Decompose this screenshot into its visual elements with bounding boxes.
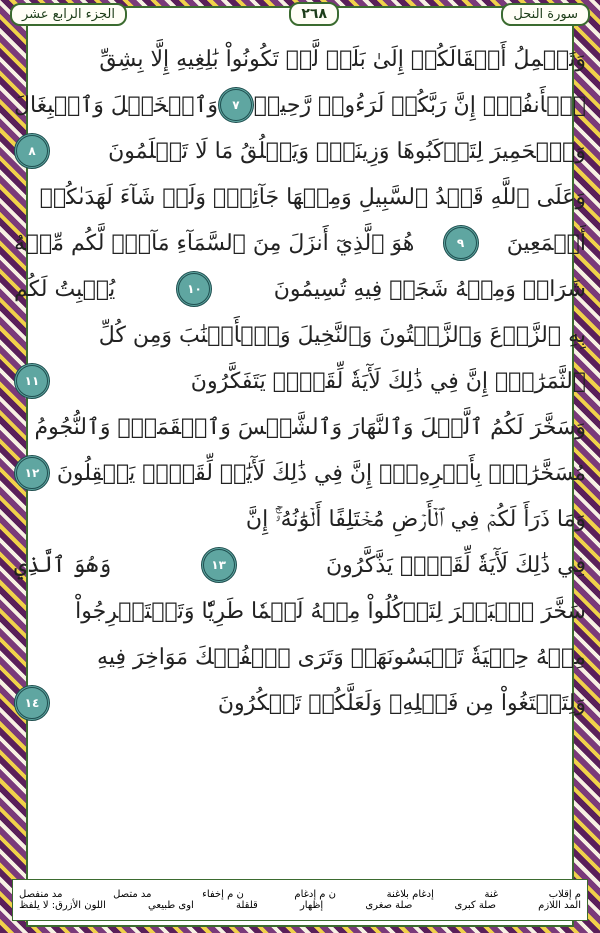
verse-line [14,404,586,450]
verse-line [14,220,586,266]
verse-line [14,680,586,726]
legend-item: إدغام بلاغنة [386,889,434,900]
verse-text: وَٱلۡحَمِيرَ لِتَرۡكَبُوهَا وَزِينَةٗۚ وَيَخۡلُقُ مَا لَا تَعۡلَمُونَ [108,138,586,164]
verse-line [14,358,586,404]
legend-item: مد متصل [113,889,152,900]
ayah-number-marker: ٨ [14,133,50,169]
verse-text: ٱلۡأَنفُسِۚ إِنَّ رَبَّكُمۡ لَرَءُوفٞ رَّحِيمٞ [253,92,586,118]
legend-item: المد اللازم [538,900,581,911]
legend-row [13,889,587,900]
page-header [0,0,600,28]
verse-line [14,312,586,358]
verse-line [14,588,586,634]
surah-label: سورة النحل [501,3,590,26]
page-number: ٢٦٨ [289,2,339,26]
juz-label: الجزء الرابع عشر [10,3,127,26]
ayah-number-marker: ١٢ [14,455,50,491]
verse-line [14,36,586,82]
legend-item: صلة صغرى [365,900,413,911]
verse-text: وَسَخَّرَ لَكُمُ ٱلَّيۡلَ وَٱلنَّهَارَ وَٱلشَّمۡسَ وَٱلۡقَمَرَۖ وَٱلنُّجُومُ [34,414,586,440]
legend-item: ن م إخفاء [202,889,244,900]
verse-text: فِي ذَٰلِكَ لَأٓيَةٗ لِّقَوۡمٖ يَذَّكَّرُونَ [325,552,586,578]
legend-row [13,900,587,911]
verse-text-continued: وَهُوَ ٱلَّذِي [14,552,112,578]
ayah-number-marker: ١٤ [14,685,50,721]
verse-line [14,128,586,174]
verse-text: مِنۡهُ حِلۡيَةٗ تَلۡبَسُونَهَاۖ وَتَرَى ٱلۡفُلۡكَ مَوَاخِرَ فِيهِ [97,644,586,670]
legend-item: اللون الأزرق: لا يلفظ [19,900,106,911]
ayah-number-marker: ٩ [443,225,479,261]
tajweed-legend [12,879,588,921]
legend-item: ن م إدغام [294,889,336,900]
verse-line [14,174,586,220]
legend-item: م إقلاب [548,889,581,900]
legend-item: مد منفصل [19,889,63,900]
ayah-number-marker: ١٠ [176,271,212,307]
ayah-number-marker: ١٣ [201,547,237,583]
verse-text: مُسَخَّرَٰتُۢ بِأَمۡرِهِۦٓۚ إِنَّ فِي ذَٰلِكَ لَأٓيَٰتٖ لِّقَوۡمٖ يَعۡقِلُونَ [56,460,586,486]
verse-line [14,496,586,542]
quran-text [14,36,586,864]
verse-text-continued: وَٱلۡخَيۡلَ وَٱلۡبِغَالَ [14,92,219,118]
legend-item: صلة كبرى [454,900,496,911]
verse-text: وَلِتَبۡتَغُواْ مِن فَضۡلِهِۦ وَلَعَلَّكُمۡ تَشۡكُرُونَ [217,690,586,716]
verse-text: ٱلثَّمَرَٰتِۚ إِنَّ فِي ذَٰلِكَ لَأٓيَةٗ لِّقَوۡمٖ يَتَفَكَّرُونَ [190,368,586,394]
verse-line [14,542,586,588]
verse-line [14,266,586,312]
verse-text-continued: هُوَ ٱلَّذِيٓ أَنزَلَ مِنَ ٱلسَّمَآءِ مَآءٗۖ لَّكُم مِّنۡهُ [14,230,415,256]
verse-text: وَتَحۡمِلُ أَثۡقَالَكُمۡ إِلَىٰ بَلَدٖ لَّمۡ تَكُونُواْ بَٰلِغِيهِ إِلَّا بِشِقِّ [99,46,586,72]
verse-text: أَجۡمَعِينَ [506,230,586,256]
verse-line [14,450,586,496]
legend-item: إظهار [299,900,324,911]
verse-line [14,82,586,128]
legend-item: اوى طبيعي [148,900,194,911]
verse-line [14,634,586,680]
ayah-number-marker: ١١ [14,363,50,399]
verse-text: سَخَّرَ ٱلۡبَحۡرَ لِتَأۡكُلُواْ مِنۡهُ لَحۡمٗا طَرِيّٗا وَتَسۡتَخۡرِجُواْ [75,598,586,624]
ayah-number-marker: ٧ [218,87,254,123]
verse-text: وَعَلَى ٱللَّهِ قَصۡدُ ٱلسَّبِيلِ وَمِنۡهَا جَآئِرٞۚ وَلَوۡ شَآءَ لَهَدَىٰكُمۡ [39,184,586,210]
legend-item: قلقلة [235,900,258,911]
verse-text: بِهِ ٱلزَّرۡعَ وَٱلزَّيۡتُونَ وَٱلنَّخِيلَ وَٱلۡأَعۡنَٰبَ وَمِن كُلِّ [98,322,586,348]
legend-item: غنة [484,889,499,900]
verse-text-continued: يُنۢبِتُ لَكُم [14,276,116,302]
verse-text: وَمَا ذَرَأَ لَكُمۡ فِي ٱلۡأَرۡضِ مُخۡتَلِفًا أَلۡوَٰنُهُۥٓۚ إِنَّ [245,506,586,532]
verse-text: شَرَابٞ وَمِنۡهُ شَجَرٞ فِيهِ تُسِيمُونَ [273,276,586,302]
